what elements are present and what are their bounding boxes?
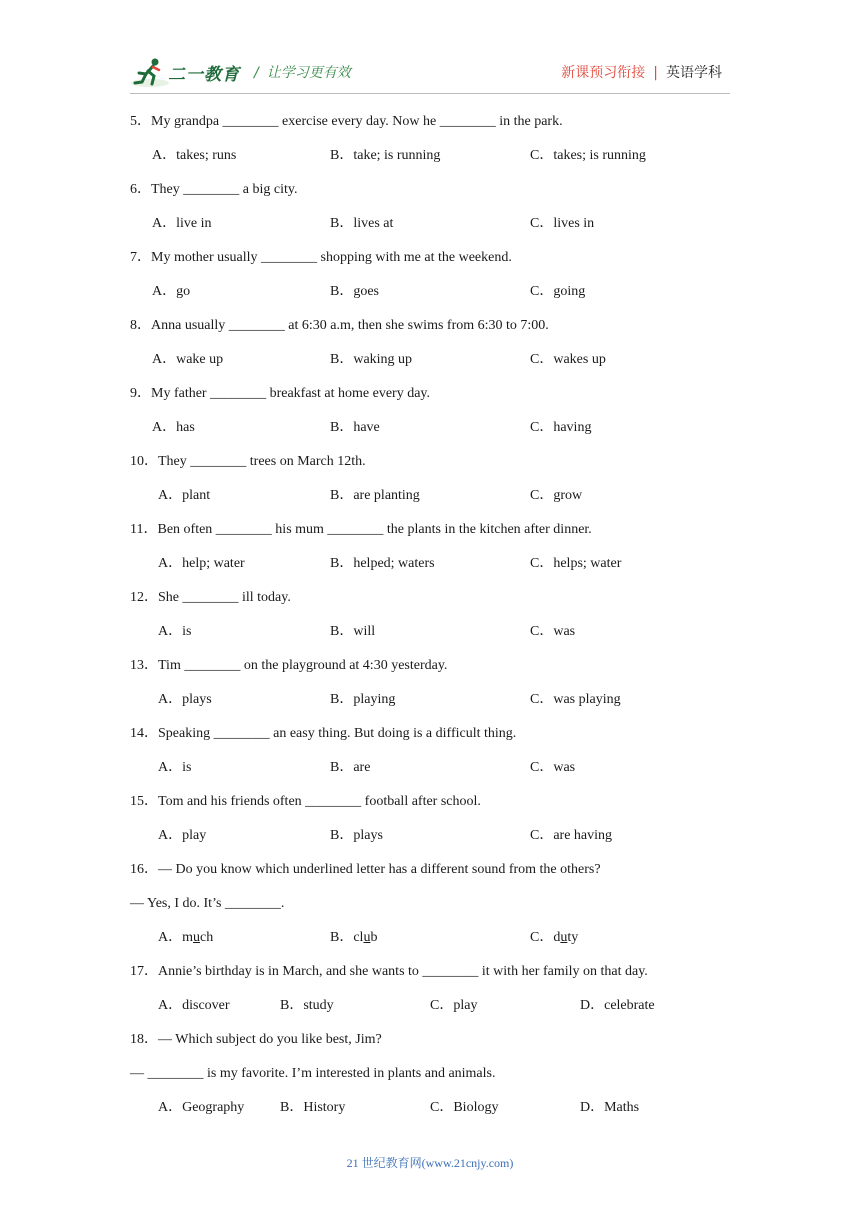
options-row: [130, 826, 750, 860]
option[interactable]: A．go: [152, 284, 191, 299]
options-row: [130, 418, 750, 452]
question-number: 15．: [130, 794, 158, 809]
option[interactable]: [330, 928, 377, 948]
option-text: C．d: [530, 930, 561, 945]
question-number: 11．: [130, 522, 158, 537]
option[interactable]: A．discover: [158, 998, 230, 1013]
question-8: [130, 656, 750, 690]
question-5: [130, 452, 750, 486]
option[interactable]: D．celebrate: [580, 998, 655, 1013]
option[interactable]: C．Biology: [430, 1100, 499, 1115]
slash-divider: /: [254, 65, 259, 81]
option[interactable]: A．Geography: [158, 1100, 245, 1115]
question-number: 13．: [130, 658, 158, 673]
question-11: [130, 860, 750, 894]
option[interactable]: C．was playing: [530, 692, 621, 707]
question-text: She ________ ill today.: [158, 590, 291, 605]
question-answer-line: — Yes, I do. It’s ________.: [130, 896, 285, 911]
underlined-letter: u: [363, 930, 371, 945]
option[interactable]: C．grow: [530, 488, 583, 503]
underlined-letter: u: [193, 930, 200, 945]
option[interactable]: A．play: [158, 828, 207, 843]
option[interactable]: B．lives at: [330, 216, 394, 231]
option[interactable]: A．is: [158, 760, 192, 775]
slogan: [254, 62, 351, 82]
option-text: ch: [200, 930, 214, 945]
option-text: B．cl: [330, 930, 364, 945]
option[interactable]: C．wakes up: [530, 352, 606, 367]
question-text: Speaking ________ an easy thing. But doing is a difficult thing.: [158, 726, 517, 741]
question-number: 10．: [130, 454, 158, 469]
options-row: [130, 690, 750, 724]
question-3: [130, 316, 750, 350]
option[interactable]: C．are having: [530, 828, 613, 843]
option[interactable]: A．has: [152, 420, 195, 435]
question-number: 6．: [130, 182, 151, 197]
options-row: [130, 928, 750, 962]
option[interactable]: B．History: [280, 1100, 346, 1115]
option[interactable]: C．was: [530, 624, 576, 639]
options-row: [130, 486, 750, 520]
page-header: [130, 56, 730, 90]
question-number: 17．: [130, 964, 158, 979]
question-text: Ben often ________ his mum ________ the plants in the kitchen after dinner.: [157, 522, 592, 537]
question-text: Annie’s birthday is in March, and she wants to ________ it with her family on that day.: [158, 964, 648, 979]
option-text: ty: [567, 930, 579, 945]
option[interactable]: C．play: [430, 998, 478, 1013]
option[interactable]: B．waking up: [330, 352, 413, 367]
options-row: [130, 622, 750, 656]
option[interactable]: A．plays: [158, 692, 212, 707]
question-6: [130, 520, 750, 554]
option[interactable]: A．plant: [158, 488, 211, 503]
runner-logo-icon: [130, 56, 170, 90]
question-number: 9．: [130, 386, 151, 401]
option[interactable]: C．having: [530, 420, 592, 435]
option[interactable]: C．takes; is running: [530, 148, 646, 163]
options-row: [130, 350, 750, 384]
option[interactable]: A．is: [158, 624, 192, 639]
question-text: They ________ trees on March 12th.: [158, 454, 366, 469]
question-text: My mother usually ________ shopping with me at the weekend.: [151, 250, 512, 265]
option[interactable]: B．goes: [330, 284, 379, 299]
footer: 21 世纪教育网(www.21cnjy.com): [346, 1156, 514, 1170]
question-1: [130, 180, 750, 214]
option[interactable]: A．wake up: [152, 352, 224, 367]
subject-label: 英语学科: [666, 65, 722, 81]
question-text: — Do you know which underlined letter has a different sound from the others?: [158, 862, 601, 877]
question-0: [130, 112, 750, 146]
question-text: Tom and his friends often ________ football after school.: [158, 794, 481, 809]
options-row: [130, 758, 750, 792]
question-number: 5．: [130, 114, 151, 129]
option[interactable]: A．takes; runs: [152, 148, 237, 163]
question-13: [130, 1030, 750, 1064]
question-text: Anna usually ________ at 6:30 a.m, then she swims from 6:30 to 7:00.: [151, 318, 549, 333]
option[interactable]: C．lives in: [530, 216, 595, 231]
option[interactable]: B．are: [330, 760, 371, 775]
question-list: [130, 112, 750, 1132]
option[interactable]: B．playing: [330, 692, 396, 707]
course-label: 新课预习衔接: [561, 65, 646, 81]
question-number: 16．: [130, 862, 158, 877]
question-number: 18．: [130, 1032, 158, 1047]
option[interactable]: [530, 928, 578, 948]
underlined-letter: u: [560, 930, 568, 945]
question-12: [130, 962, 750, 996]
question-10: [130, 792, 750, 826]
question-number: 14．: [130, 726, 158, 741]
slogan-text: 让学习更有效: [266, 65, 351, 81]
option[interactable]: D．Maths: [580, 1100, 640, 1115]
option[interactable]: B．take; is running: [330, 148, 441, 163]
options-row: [130, 996, 750, 1030]
question-4: [130, 384, 750, 418]
option[interactable]: B．will: [330, 624, 376, 639]
options-row: [130, 282, 750, 316]
question-text: — Which subject do you like best, Jim?: [158, 1032, 382, 1047]
option-text: A．m: [158, 930, 193, 945]
question-9: [130, 724, 750, 758]
option[interactable]: C．was: [530, 760, 576, 775]
option[interactable]: C．helps; water: [530, 556, 622, 571]
question-7: [130, 588, 750, 622]
options-row: [130, 214, 750, 248]
question-text: Tim ________ on the playground at 4:30 yesterday.: [158, 658, 448, 673]
logo-text: 二一教育: [168, 65, 240, 85]
header-divider: [130, 93, 730, 94]
question-number: 12．: [130, 590, 158, 605]
logo: [130, 56, 240, 90]
option[interactable]: B．are planting: [330, 488, 420, 503]
option[interactable]: B．helped; waters: [330, 556, 435, 571]
question-number: 8．: [130, 318, 151, 333]
option[interactable]: A．live in: [152, 216, 212, 231]
header-subject-info: [561, 62, 722, 82]
question-text: My grandpa ________ exercise every day. Now he ________ in the park.: [151, 114, 563, 129]
option[interactable]: C．going: [530, 284, 586, 299]
option[interactable]: [158, 928, 213, 948]
question-answer-line: — ________ is my favorite. I’m interested in plants and animals.: [130, 1066, 496, 1081]
question-2: [130, 248, 750, 282]
option[interactable]: B．plays: [330, 828, 383, 843]
question-text: They ________ a big city.: [151, 182, 298, 197]
options-row: [130, 554, 750, 588]
options-row: [130, 1098, 750, 1132]
question-number: 7．: [130, 250, 151, 265]
option-text: b: [370, 930, 378, 945]
option[interactable]: B．have: [330, 420, 380, 435]
question-text: My father ________ breakfast at home every day.: [151, 386, 430, 401]
option[interactable]: A．help; water: [158, 556, 245, 571]
options-row: [130, 146, 750, 180]
header-separator: |: [653, 65, 658, 81]
option[interactable]: B．study: [280, 998, 334, 1013]
